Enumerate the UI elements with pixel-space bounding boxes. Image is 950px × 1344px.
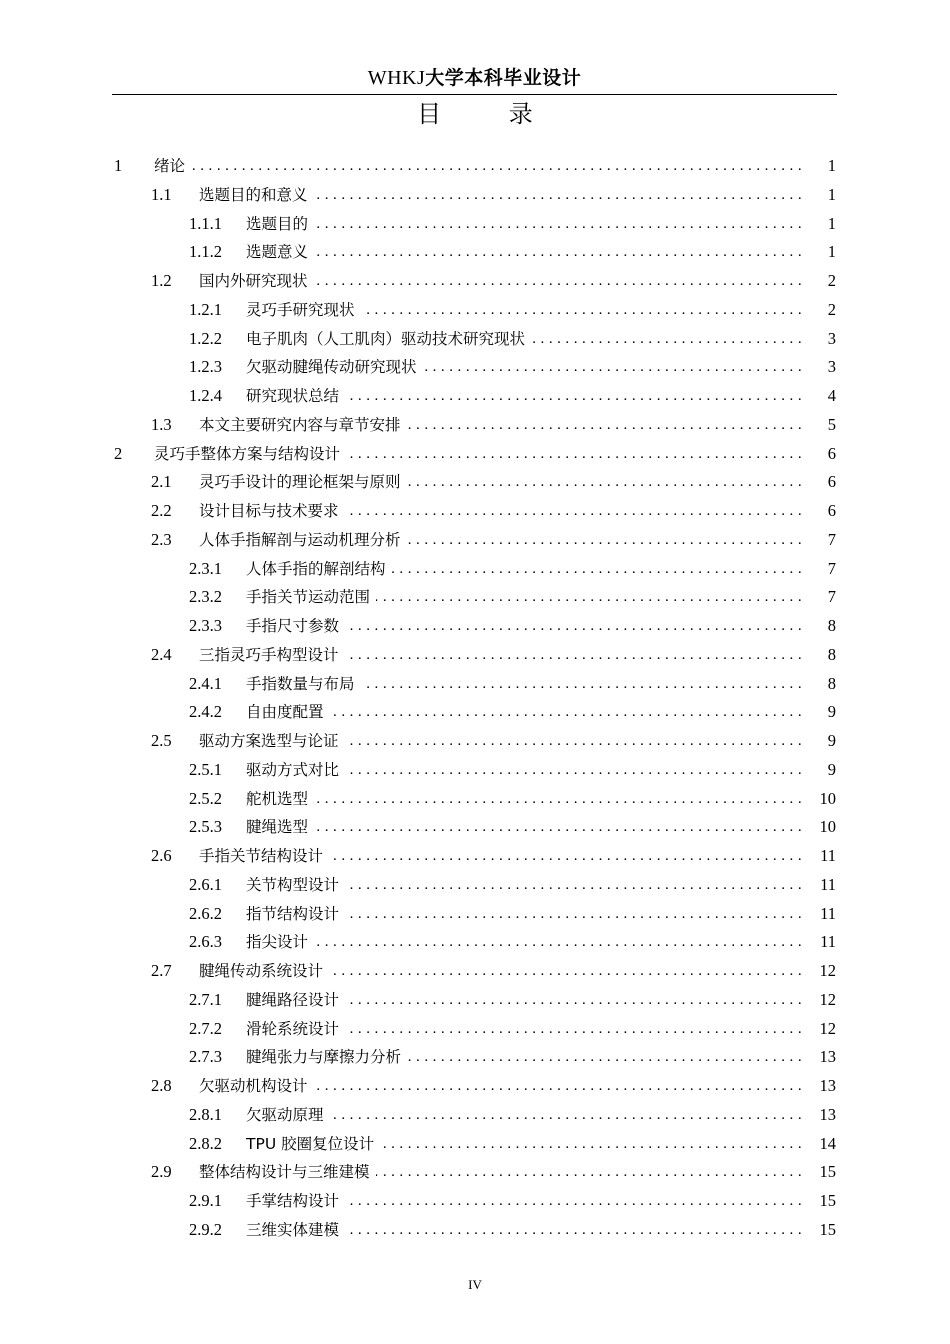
toc-entry-title: 自由度配置 xyxy=(246,703,324,722)
toc-entry-title: 人体手指的解剖结构 xyxy=(246,559,386,578)
page-header xyxy=(112,62,837,95)
toc-entry[interactable] xyxy=(112,353,842,382)
toc-entry[interactable] xyxy=(112,152,842,181)
toc-entry[interactable] xyxy=(112,296,842,325)
toc-entry[interactable] xyxy=(112,210,842,239)
toc-entry[interactable] xyxy=(112,440,842,469)
toc-entry[interactable] xyxy=(112,785,842,814)
toc-entry[interactable] xyxy=(112,325,842,354)
toc-entry-number: 2.9.1 xyxy=(189,1191,222,1210)
toc-entry[interactable] xyxy=(112,526,842,555)
toc-entry-number: 1.2.3 xyxy=(189,357,222,377)
toc-entry-number: 1.1.1 xyxy=(189,213,222,233)
toc-entry[interactable] xyxy=(112,612,842,641)
toc-entry[interactable] xyxy=(112,957,842,986)
toc-entry-title: 研究现状总结 xyxy=(246,387,340,405)
toc-entry-title: 欠驱动腱绳传动研究现状 xyxy=(246,358,417,377)
toc-entry-page: 8 xyxy=(827,616,836,635)
toc-entry-page: 8 xyxy=(827,673,836,693)
toc-entry[interactable] xyxy=(112,1072,842,1101)
toc-leader-dots xyxy=(314,210,802,239)
toc-entry-number: 1 xyxy=(114,156,123,175)
toc-entry[interactable] xyxy=(112,756,842,785)
toc-entry[interactable] xyxy=(112,468,842,497)
toc-entry-title: 欠驱动机构设计 xyxy=(199,1077,308,1095)
toc-entry-page: 4 xyxy=(827,386,836,405)
toc-entry-page: 7 xyxy=(827,587,836,607)
toc-entry-number: 1.2.2 xyxy=(189,328,222,348)
toc-entry-number: 2.6 xyxy=(151,846,172,865)
header-title xyxy=(112,62,837,93)
toc-entry[interactable] xyxy=(112,842,842,871)
toc-entry[interactable] xyxy=(112,1158,842,1187)
toc-entry-page: 7 xyxy=(827,558,836,578)
toc-leader-dots xyxy=(345,871,802,900)
toc-entry-page: 7 xyxy=(827,529,836,549)
toc-entry-page: 11 xyxy=(820,874,836,894)
toc-entry-title: 腱绳选型 xyxy=(246,818,309,837)
toc-entry-title: 手指数量与布局 xyxy=(246,674,355,693)
toc-entry-page: 6 xyxy=(827,501,836,520)
toc-entry[interactable] xyxy=(112,583,842,612)
toc-entry-number: 2.4 xyxy=(151,644,172,664)
toc-entry-number: 2.8.2 xyxy=(189,1133,222,1153)
toc-entry-title: 设计目标与技术要求 xyxy=(199,502,339,520)
toc-entry[interactable] xyxy=(112,382,842,411)
toc-leader-dots xyxy=(314,181,802,210)
toc-leader-dots xyxy=(407,1043,802,1072)
toc-entry-title: 手指关节结构设计 xyxy=(199,847,324,865)
toc-entry-page: 1 xyxy=(827,242,836,262)
toc-leader-dots xyxy=(314,928,802,957)
toc-entry-page: 11 xyxy=(820,932,836,952)
toc-entry-page: 13 xyxy=(819,1104,836,1124)
toc-entry-number: 2.7.1 xyxy=(189,989,222,1009)
toc-entry-page: 6 xyxy=(827,472,836,492)
toc-leader-dots xyxy=(376,1158,802,1187)
toc-leader-dots xyxy=(345,382,802,411)
toc-leader-dots xyxy=(314,785,802,814)
toc-entry-page: 13 xyxy=(819,1076,836,1095)
toc-entry-number: 2.1 xyxy=(151,472,172,492)
toc-entry-number: 2.4.2 xyxy=(189,702,222,722)
toc-leader-dots xyxy=(345,641,802,670)
toc-entry-number: 2.4.1 xyxy=(189,673,222,693)
toc-entry-title: 腱绳张力与摩擦力分析 xyxy=(246,1048,402,1067)
toc-entry-title: 电子肌肉（人工肌肉）驱动技术研究现状 xyxy=(246,329,526,348)
toc-entry-number: 2.6.1 xyxy=(189,874,222,894)
toc-entry[interactable] xyxy=(112,238,842,267)
toc-entry-page: 10 xyxy=(819,788,836,808)
toc-leader-dots xyxy=(376,583,802,612)
toc-entry[interactable] xyxy=(112,411,842,440)
toc-entry-title: 手指关节运动范围 xyxy=(246,588,371,607)
toc-entry-number: 2.5.2 xyxy=(189,788,222,808)
toc-entry-title: 灵巧手设计的理论框架与原则 xyxy=(199,473,401,492)
toc-entry-title: 驱动方式对比 xyxy=(246,760,340,779)
toc-entry-page: 1 xyxy=(827,184,836,204)
toc-leader-dots xyxy=(407,468,802,497)
toc-entry-title: 人体手指解剖与运动机理分析 xyxy=(199,530,401,549)
toc-entry-title: 选题目的 xyxy=(246,214,309,233)
toc-entry-page: 13 xyxy=(819,1047,836,1067)
toc-entry-title: 选题目的和意义 xyxy=(199,185,308,204)
toc-leader-dots xyxy=(531,325,802,354)
toc-entry[interactable] xyxy=(112,813,842,842)
toc-entry-title: 关节构型设计 xyxy=(246,875,340,894)
toc-entry-title: 选题意义 xyxy=(246,243,309,262)
toc-entry-number: 2.3.2 xyxy=(189,587,222,607)
toc-leader-dots xyxy=(345,1216,802,1245)
toc-entry-number: 1.2.1 xyxy=(189,299,222,319)
toc-entry-number: 2.6.3 xyxy=(189,932,222,952)
toc-entry-title: 灵巧手研究现状 xyxy=(246,300,355,319)
toc-entry-title: 绪论 xyxy=(154,157,186,175)
toc-leader-dots xyxy=(345,1187,802,1216)
toc-entry-page: 2 xyxy=(827,271,836,290)
toc-leader-dots xyxy=(361,296,802,325)
toc-entry[interactable] xyxy=(112,670,842,699)
toc-leader-dots xyxy=(330,1101,802,1130)
toc-entry[interactable] xyxy=(112,1187,842,1216)
table-of-contents xyxy=(112,152,842,1245)
toc-entry[interactable] xyxy=(112,497,842,526)
toc-entry-page: 9 xyxy=(827,759,836,779)
toc-leader-dots xyxy=(392,555,802,584)
toc-entry-page: 15 xyxy=(819,1162,836,1182)
toc-entry[interactable] xyxy=(112,267,842,296)
toc-leader-dots xyxy=(380,1130,802,1159)
toc-leader-dots xyxy=(314,238,802,267)
toc-leader-dots xyxy=(361,670,802,699)
toc-entry-number: 1.1 xyxy=(151,184,172,204)
toc-entry[interactable] xyxy=(112,181,842,210)
toc-entry-page: 5 xyxy=(827,414,836,434)
toc-entry-page: 1 xyxy=(827,213,836,233)
toc-entry-number: 2.9.2 xyxy=(189,1219,222,1239)
toc-entry-title: 国内外研究现状 xyxy=(199,272,308,290)
toc-leader-dots xyxy=(329,842,802,871)
toc-entry-page: 12 xyxy=(819,961,836,980)
toc-entry-title: 滑轮系统设计 xyxy=(246,1019,340,1038)
toc-entry-title: 欠驱动原理 xyxy=(246,1105,324,1124)
toc-entry-page: 14 xyxy=(819,1133,836,1153)
toc-entry-page: 2 xyxy=(827,299,836,319)
toc-entry-page: 6 xyxy=(827,443,836,463)
toc-entry[interactable] xyxy=(112,1130,842,1159)
toc-leader-dots xyxy=(330,698,802,727)
toc-entry-title: 指尖设计 xyxy=(246,933,309,952)
toc-entry-number: 2.7.2 xyxy=(189,1018,222,1038)
toc-entry-number: 1.2 xyxy=(151,271,172,290)
toc-entry-number: 2 xyxy=(114,443,123,463)
toc-leader-dots xyxy=(314,267,802,296)
toc-leader-dots xyxy=(345,612,802,641)
page-number: IV xyxy=(468,1277,482,1292)
toc-entry-title: 本文主要研究内容与章节安排 xyxy=(199,415,401,434)
toc-entry-number: 2.8.1 xyxy=(189,1104,222,1124)
toc-entry-page: 10 xyxy=(819,817,836,837)
toc-entry-title: 手掌结构设计 xyxy=(246,1192,340,1210)
toc-entry[interactable] xyxy=(112,1216,842,1245)
toc-entry[interactable] xyxy=(112,871,842,900)
toc-entry-title: 腱绳路径设计 xyxy=(246,990,340,1009)
toc-entry-page: 11 xyxy=(820,846,836,865)
toc-entry-title: TPU 胶圈复位设计 xyxy=(246,1134,375,1153)
toc-entry-title: 三维实体建模 xyxy=(246,1220,340,1239)
toc-leader-dots xyxy=(329,957,802,986)
toc-entry[interactable] xyxy=(112,1101,842,1130)
toc-entry-title: 指节结构设计 xyxy=(246,904,340,923)
toc-entry-title: 驱动方案选型与论证 xyxy=(199,732,339,750)
toc-entry-number: 2.2 xyxy=(151,501,172,520)
toc-entry-page: 1 xyxy=(827,156,836,175)
toc-leader-dots xyxy=(345,986,802,1015)
toc-entry-number: 2.3.1 xyxy=(189,558,222,578)
toc-entry-number: 1.2.4 xyxy=(189,386,222,405)
toc-entry-page: 15 xyxy=(819,1191,836,1210)
toc-leader-dots xyxy=(345,1015,802,1044)
toc-entry-number: 2.5.1 xyxy=(189,759,222,779)
toc-entry[interactable] xyxy=(112,1015,842,1044)
toc-entry-title: 舵机选型 xyxy=(246,789,309,808)
toc-entry-page: 15 xyxy=(819,1219,836,1239)
toc-entry[interactable] xyxy=(112,727,842,756)
toc-entry-page: 12 xyxy=(819,1018,836,1038)
toc-leader-dots xyxy=(314,1072,802,1101)
toc-entry-number: 2.8 xyxy=(151,1076,172,1095)
toc-entry-number: 2.7 xyxy=(151,961,172,980)
toc-entry[interactable] xyxy=(112,698,842,727)
toc-entry[interactable] xyxy=(112,928,842,957)
toc-leader-dots xyxy=(346,440,802,469)
toc-entry[interactable] xyxy=(112,641,842,670)
toc-leader-dots xyxy=(345,727,802,756)
toc-entry-page: 12 xyxy=(819,989,836,1009)
toc-entry-page: 3 xyxy=(827,328,836,348)
toc-leader-dots xyxy=(423,353,802,382)
toc-entry-number: 2.7.3 xyxy=(189,1047,222,1067)
toc-entry-number: 1.1.2 xyxy=(189,242,222,262)
toc-entry-title: 腱绳传动系统设计 xyxy=(199,962,324,980)
header-cjk: 大学本科毕业设计 xyxy=(425,67,582,89)
toc-entry-title: 三指灵巧手构型设计 xyxy=(199,645,339,664)
toc-entry-number: 2.5.3 xyxy=(189,817,222,837)
toc-leader-dots xyxy=(345,900,802,929)
toc-leader-dots xyxy=(191,152,802,181)
toc-entry-page: 8 xyxy=(827,644,836,664)
toc-entry-page: 11 xyxy=(820,903,836,923)
toc-leader-dots xyxy=(407,526,802,555)
toc-leader-dots xyxy=(345,497,802,526)
toc-entry[interactable] xyxy=(112,1043,842,1072)
toc-entry-page: 9 xyxy=(827,731,836,750)
toc-entry[interactable] xyxy=(112,900,842,929)
toc-entry-title: 整体结构设计与三维建模 xyxy=(199,1163,370,1182)
toc-entry-number: 2.5 xyxy=(151,731,172,750)
toc-entry-number: 2.3.3 xyxy=(189,616,222,635)
toc-entry[interactable] xyxy=(112,555,842,584)
toc-leader-dots xyxy=(407,411,802,440)
toc-leader-dots xyxy=(314,813,802,842)
toc-entry-page: 3 xyxy=(827,357,836,377)
toc-leader-dots xyxy=(345,756,802,785)
toc-entry-page: 9 xyxy=(827,702,836,722)
toc-entry[interactable] xyxy=(112,986,842,1015)
toc-entry-number: 2.3 xyxy=(151,529,172,549)
header-latin: WHKJ xyxy=(367,67,426,89)
toc-entry-number: 2.6.2 xyxy=(189,903,222,923)
toc-entry-number: 2.9 xyxy=(151,1162,172,1182)
toc-entry-number: 1.3 xyxy=(151,414,172,434)
toc-entry-title: 手指尺寸参数 xyxy=(246,617,340,635)
toc-entry-title: 灵巧手整体方案与结构设计 xyxy=(154,444,341,463)
toc-title: 目 录 xyxy=(417,100,563,128)
